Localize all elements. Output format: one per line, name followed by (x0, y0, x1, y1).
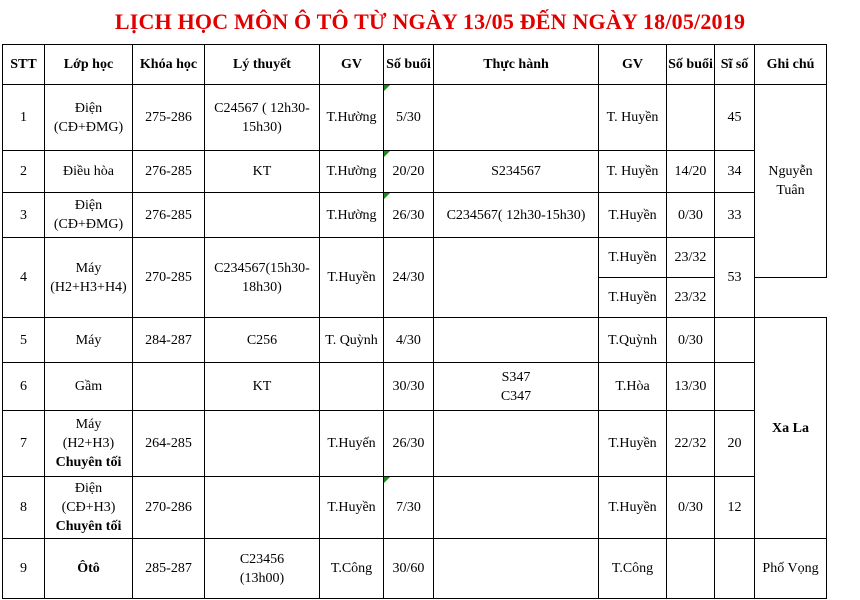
class-evening-tag: Chuyên tối (55, 455, 122, 470)
cell-sessions-theory: 4/30 (384, 318, 434, 363)
col-header-theory: Lý thuyết (205, 45, 320, 85)
class-detail: (CĐ+H3) (61, 500, 116, 515)
theory-time: 18h30) (242, 279, 282, 295)
cell-theory: C256 (205, 318, 320, 363)
class-name: Máy (75, 417, 102, 432)
cell-theory (205, 411, 320, 477)
cell-teacher-theory: T.Huyền (320, 238, 384, 318)
cell-sessions-practice: 23/32 (667, 238, 715, 278)
theory-time: (13h00) (239, 570, 285, 586)
cell-class-size (715, 318, 755, 363)
cell-class-size: 33 (715, 193, 755, 238)
cell-practice (434, 363, 599, 411)
col-header-sessions-theory: Số buổi (384, 45, 434, 85)
cell-practice: C234567( 12h30-15h30) (434, 193, 599, 238)
cell-stt: 8 (3, 477, 45, 539)
cell-theory (205, 85, 320, 151)
practice-room-2: C347 (500, 388, 532, 404)
cell-sessions-practice (667, 85, 715, 151)
col-header-teacher-theory: GV (320, 45, 384, 85)
cell-teacher-practice: T. Huyền (599, 151, 667, 193)
cell-course: 270-286 (133, 477, 205, 539)
cell-teacher-theory (320, 363, 384, 411)
table-row (3, 539, 827, 599)
class-detail: (H2+H3+H4) (50, 279, 127, 295)
cell-teacher-practice: T.Huyền (599, 477, 667, 539)
cell-sessions-practice: 0/30 (667, 193, 715, 238)
cell-practice (434, 238, 599, 318)
cell-class (45, 193, 133, 238)
cell-class-size (715, 363, 755, 411)
cell-sessions-theory: 5/30 (384, 85, 434, 151)
class-name: Điện (74, 100, 103, 116)
cell-class: Ôtô (45, 539, 133, 599)
cell-teacher-practice: T.Huyền (599, 238, 667, 278)
cell-class-size: 20 (715, 411, 755, 477)
schedule-title: LỊCH HỌC MÔN Ô TÔ TỪ NGÀY 13/05 ĐẾN NGÀY 18/05/2019 (114, 9, 746, 34)
cell-sessions-practice: 0/30 (667, 477, 715, 539)
cell-teacher-practice: T.Quỳnh (599, 318, 667, 363)
cell-class (45, 411, 133, 477)
table-row (3, 318, 827, 363)
cell-course: 264-285 (133, 411, 205, 477)
cell-sessions-practice (667, 539, 715, 599)
cell-course: 275-286 (133, 85, 205, 151)
col-header-teacher-practice: GV (599, 45, 667, 85)
note-location-cont: Tuân (776, 183, 805, 198)
col-header-course: Khóa học (133, 45, 205, 85)
cell-theory (205, 238, 320, 318)
theory-room: C24567 ( 12h30- (214, 100, 310, 116)
table-row (3, 193, 827, 238)
note-location: Nguyễn (768, 164, 813, 179)
cell-teacher-theory: T.Huyền (320, 477, 384, 539)
table-row (3, 238, 827, 278)
cell-practice (434, 411, 599, 477)
cell-teacher-practice: T.Huyền (599, 411, 667, 477)
class-detail: (CĐ+ĐMG) (53, 119, 124, 135)
cell-class (45, 238, 133, 318)
theory-room: C23456 (239, 551, 285, 567)
cell-class-size (715, 539, 755, 599)
col-header-sessions-practice: Số buổi (667, 45, 715, 85)
cell-practice (434, 318, 599, 363)
cell-theory (205, 477, 320, 539)
cell-teacher-practice: T.Hòa (599, 363, 667, 411)
cell-class: Gầm (45, 363, 133, 411)
cell-sessions-theory: 20/20 (384, 151, 434, 193)
cell-practice (434, 539, 599, 599)
theory-room: C234567(15h30- (214, 260, 310, 276)
cell-stt: 9 (3, 539, 45, 599)
cell-stt: 7 (3, 411, 45, 477)
cell-class (45, 477, 133, 539)
cell-course: 276-285 (133, 193, 205, 238)
cell-stt: 1 (3, 85, 45, 151)
cell-course: 284-287 (133, 318, 205, 363)
cell-practice (434, 85, 599, 151)
cell-class: Máy (45, 318, 133, 363)
cell-sessions-practice: 23/32 (667, 278, 715, 318)
practice-room: S347 (501, 369, 531, 385)
table-row (3, 477, 827, 539)
class-evening-tag: Chuyên tối (55, 519, 122, 534)
cell-course: 270-285 (133, 238, 205, 318)
cell-teacher-practice: T.Huyền (599, 278, 667, 318)
header-row (3, 45, 827, 85)
schedule-table (2, 44, 827, 599)
cell-sessions-theory: 30/60 (384, 539, 434, 599)
cell-course: 285-287 (133, 539, 205, 599)
cell-stt: 2 (3, 151, 45, 193)
col-header-stt: STT (3, 45, 45, 85)
cell-teacher-theory: T. Quỳnh (320, 318, 384, 363)
class-detail: (H2+H3) (62, 436, 115, 451)
cell-theory (205, 539, 320, 599)
cell-teacher-practice: T.Huyền (599, 193, 667, 238)
cell-sessions-practice: 22/32 (667, 411, 715, 477)
cell-theory: KT (205, 151, 320, 193)
cell-stt: 6 (3, 363, 45, 411)
cell-note-row9: Phố Vọng (755, 539, 827, 599)
cell-note-group2: Xa La (755, 318, 827, 539)
cell-stt: 4 (3, 238, 45, 318)
cell-stt: 5 (3, 318, 45, 363)
cell-stt: 3 (3, 193, 45, 238)
class-name: Điện (74, 198, 103, 213)
table-row (3, 363, 827, 411)
class-detail: (CĐ+ĐMG) (53, 217, 124, 232)
cell-teacher-practice: T. Huyền (599, 85, 667, 151)
cell-class (45, 85, 133, 151)
cell-sessions-theory: 7/30 (384, 477, 434, 539)
col-header-class: Lớp học (45, 45, 133, 85)
cell-sessions-theory: 24/30 (384, 238, 434, 318)
class-name: Điện (74, 481, 103, 496)
cell-class-size: 45 (715, 85, 755, 151)
cell-course (133, 363, 205, 411)
cell-practice (434, 477, 599, 539)
col-header-notes: Ghi chú (755, 45, 827, 85)
theory-time: 15h30) (242, 119, 282, 135)
cell-course: 276-285 (133, 151, 205, 193)
cell-sessions-practice: 0/30 (667, 318, 715, 363)
cell-sessions-theory: 30/30 (384, 363, 434, 411)
cell-teacher-theory: T.Huyến (320, 411, 384, 477)
cell-note-group1 (755, 85, 827, 278)
cell-teacher-theory: T.Hường (320, 193, 384, 238)
table-row (3, 411, 827, 477)
cell-teacher-theory: T.Công (320, 539, 384, 599)
cell-teacher-theory: T.Hường (320, 85, 384, 151)
col-header-practice: Thực hành (434, 45, 599, 85)
class-name: Máy (75, 260, 102, 276)
cell-class-size: 53 (715, 238, 755, 318)
cell-class-size: 12 (715, 477, 755, 539)
cell-sessions-practice: 14/20 (667, 151, 715, 193)
cell-teacher-practice: T.Công (599, 539, 667, 599)
cell-class-size: 34 (715, 151, 755, 193)
cell-class: Điều hòa (45, 151, 133, 193)
table-row (3, 151, 827, 193)
cell-sessions-theory: 26/30 (384, 411, 434, 477)
col-header-class-size: Sĩ số (715, 45, 755, 85)
cell-theory (205, 193, 320, 238)
table-row (3, 85, 827, 151)
cell-sessions-theory: 26/30 (384, 193, 434, 238)
cell-theory: KT (205, 363, 320, 411)
cell-sessions-practice: 13/30 (667, 363, 715, 411)
cell-teacher-theory: T.Hường (320, 151, 384, 193)
cell-practice: S234567 (434, 151, 599, 193)
